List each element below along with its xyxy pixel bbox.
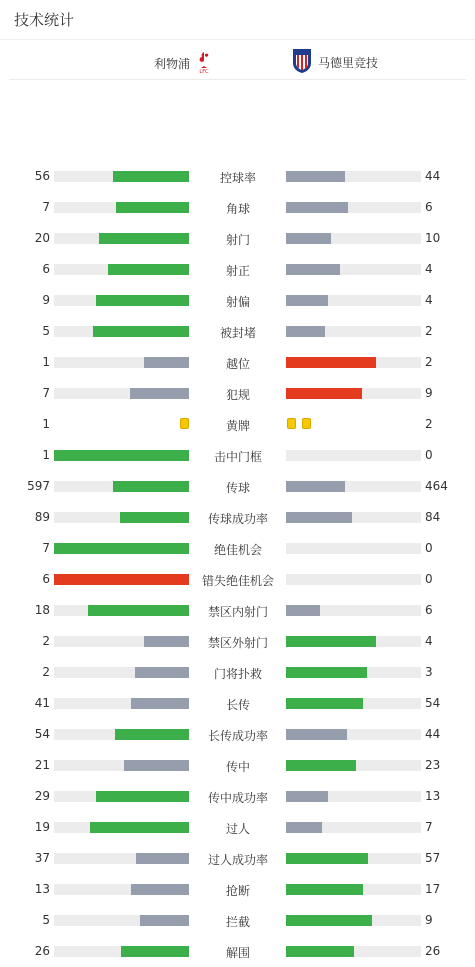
stat-label: 传球: [225, 481, 250, 495]
away-stat-value: 44: [425, 727, 441, 741]
home-stat-bar-fill: [131, 884, 189, 895]
stat-label: 禁区内射门: [207, 605, 268, 619]
home-stat-value: 6: [42, 262, 50, 276]
home-stat-bar: [54, 543, 189, 554]
home-stat-bar: [54, 450, 189, 461]
stat-label: 越位: [225, 357, 250, 371]
away-stat-bar: [286, 698, 421, 709]
home-stat-value: 2: [42, 634, 50, 648]
away-stat-value: 4: [425, 293, 433, 307]
away-stat-bar: [286, 326, 421, 337]
away-stat-bar: [286, 233, 421, 244]
away-stat-value: 3: [425, 665, 433, 679]
home-stat-value: 37: [34, 851, 50, 865]
home-stat-value: 2: [42, 665, 50, 679]
stat-row: [0, 409, 475, 440]
away-stat-bar: [286, 791, 421, 802]
away-stat-bar-fill: [286, 512, 352, 523]
home-stat-value: 54: [34, 727, 50, 741]
away-stat-value: 0: [425, 572, 433, 586]
stat-row: [0, 223, 475, 254]
away-stat-bar-fill: [286, 667, 367, 678]
away-stat-bar-fill: [286, 481, 345, 492]
stat-row: [0, 626, 475, 657]
home-stat-bar: [54, 667, 189, 678]
away-stat-value: 54: [425, 696, 441, 710]
stat-row: [0, 533, 475, 564]
away-stat-bar-fill: [286, 295, 328, 306]
away-stat-bar: [286, 171, 421, 182]
home-team[interactable]: [154, 50, 212, 77]
home-stat-value: 29: [34, 789, 50, 803]
away-stat-value: 26: [425, 944, 441, 958]
away-stat-bar-fill: [286, 853, 368, 864]
home-stat-bar: [54, 915, 189, 926]
away-stat-bar-fill: [286, 264, 340, 275]
home-stat-bar: [54, 605, 189, 616]
stat-label: 禁区外射门: [207, 636, 268, 650]
away-stat-bar-fill: [286, 791, 328, 802]
home-stat-value: 56: [34, 169, 50, 183]
home-stat-bar-fill: [140, 915, 189, 926]
home-stat-bar-fill: [144, 636, 189, 647]
home-stat-bar: [54, 171, 189, 182]
stat-label: 射正: [225, 264, 250, 278]
atletico-madrid-crest-icon: [292, 48, 312, 77]
stat-label: 犯规: [225, 388, 250, 402]
stat-label: 传球成功率: [207, 512, 268, 526]
away-stat-value: 57: [425, 851, 441, 865]
away-stat-value: 17: [425, 882, 441, 896]
home-stat-bar-fill: [120, 512, 189, 523]
away-stat-bar-fill: [286, 171, 345, 182]
page-title: 技术统计: [14, 11, 75, 29]
away-stat-bar: [286, 946, 421, 957]
stat-label: 黄牌: [225, 419, 250, 433]
stat-row: [0, 874, 475, 905]
home-stat-bar-fill: [113, 171, 189, 182]
stat-label: 解围: [225, 946, 250, 960]
away-stat-value: 2: [425, 324, 433, 338]
home-stat-bar-fill: [108, 264, 189, 275]
away-stat-bar-fill: [286, 822, 322, 833]
stat-row: [0, 440, 475, 471]
stat-label: 击中门框: [213, 450, 262, 464]
away-stat-bar: [286, 605, 421, 616]
stat-row: [0, 936, 475, 967]
stat-row: [0, 688, 475, 719]
away-stat-bar-fill: [286, 636, 376, 647]
home-stat-value: 9: [42, 293, 50, 307]
home-stat-bar: [54, 233, 189, 244]
home-stat-value: 5: [42, 913, 50, 927]
away-stat-value: 84: [425, 510, 441, 524]
stat-row: [0, 471, 475, 502]
stat-row: [0, 595, 475, 626]
home-stat-bar: [54, 946, 189, 957]
home-stat-bar-fill: [96, 295, 189, 306]
away-stat-bar: [286, 388, 421, 399]
away-stat-bar-fill: [286, 884, 363, 895]
stat-label: 长传成功率: [207, 729, 268, 743]
stat-label: 被封堵: [219, 326, 256, 340]
away-stat-value: 6: [425, 200, 433, 214]
away-stat-bar-fill: [286, 946, 354, 957]
stat-label: 射门: [225, 233, 250, 247]
home-stat-value: 1: [42, 355, 50, 369]
stat-label: 绝佳机会: [213, 543, 262, 557]
home-stat-bar: [54, 636, 189, 647]
stat-row: [0, 161, 475, 192]
home-stat-bar-fill: [116, 202, 189, 213]
away-stat-value: 13: [425, 789, 441, 803]
stat-label: 过人成功率: [207, 853, 268, 867]
home-stat-bar: [54, 822, 189, 833]
home-stat-bar: [54, 202, 189, 213]
away-stat-bar: [286, 636, 421, 647]
away-stat-bar: [286, 667, 421, 678]
away-stat-bar: [286, 822, 421, 833]
stat-row: [0, 254, 475, 285]
stat-row: [0, 719, 475, 750]
away-stat-bar-fill: [286, 729, 347, 740]
home-stat-bar: [54, 357, 189, 368]
home-stat-value: 7: [42, 200, 50, 214]
home-stat-value: 6: [42, 572, 50, 586]
home-stat-bar: [54, 574, 189, 585]
away-stat-bar-fill: [286, 326, 325, 337]
home-stat-value: 5: [42, 324, 50, 338]
home-stat-bar-fill: [130, 388, 189, 399]
away-stat-value: 4: [425, 262, 433, 276]
svg-text:LFC: LFC: [199, 69, 209, 74]
home-stat-value: 26: [34, 944, 50, 958]
away-team-name: 马德里竞技: [318, 56, 379, 70]
home-stat-value: 18: [34, 603, 50, 617]
home-stat-bar-fill: [54, 450, 189, 461]
stat-label: 控球率: [219, 171, 256, 185]
away-stat-value: 2: [425, 355, 433, 369]
away-stat-bar: [286, 915, 421, 926]
stat-row: [0, 812, 475, 843]
away-stat-bar: [286, 264, 421, 275]
away-stat-bar-fill: [286, 202, 348, 213]
stat-label: 传中: [225, 760, 250, 774]
home-stat-bar-fill: [144, 357, 189, 368]
stat-row: [0, 316, 475, 347]
yellow-card-icon: [180, 418, 189, 429]
home-stat-value: 41: [34, 696, 50, 710]
home-stat-value: 13: [34, 882, 50, 896]
away-stat-value: 2: [425, 417, 433, 431]
stat-label: 射偏: [225, 295, 250, 309]
away-stat-value: 44: [425, 169, 441, 183]
away-stat-bar: [286, 760, 421, 771]
stat-row: [0, 564, 475, 595]
home-stat-bar: [54, 853, 189, 864]
home-stat-bar-fill: [99, 233, 189, 244]
home-stat-value: 89: [34, 510, 50, 524]
home-stat-bar: [54, 698, 189, 709]
home-stat-bar: [54, 264, 189, 275]
away-stat-bar: [286, 202, 421, 213]
away-stat-value: 4: [425, 634, 433, 648]
away-stat-bar: [286, 884, 421, 895]
stat-row: [0, 781, 475, 812]
home-stat-bar-fill: [96, 791, 189, 802]
away-stat-value: 9: [425, 913, 433, 927]
home-stat-bar-fill: [88, 605, 189, 616]
stat-label: 抢断: [225, 884, 250, 898]
stat-label: 长传: [225, 698, 250, 712]
stat-label: 门将扑救: [213, 667, 262, 681]
liverpool-crest-icon: [196, 50, 212, 77]
home-stat-bar: [54, 791, 189, 802]
home-stat-bar-fill: [136, 853, 189, 864]
home-stat-bar: [54, 326, 189, 337]
away-stat-bar: [286, 357, 421, 368]
away-stat-bar: [286, 729, 421, 740]
home-stat-bar-fill: [93, 326, 189, 337]
away-stat-bar-fill: [286, 605, 320, 616]
home-stat-bar: [54, 295, 189, 306]
stat-row: [0, 347, 475, 378]
away-stat-bar: [286, 450, 421, 461]
stat-row: [0, 750, 475, 781]
home-stat-bar-fill: [113, 481, 189, 492]
home-stat-bar: [54, 481, 189, 492]
away-stat-bar: [286, 853, 421, 864]
stat-row: [0, 378, 475, 409]
home-stat-bar: [54, 729, 189, 740]
home-stat-bar-fill: [131, 698, 189, 709]
home-stat-value: 7: [42, 541, 50, 555]
stat-row: [0, 502, 475, 533]
stat-label: 拦截: [225, 915, 250, 929]
away-stat-bar-fill: [286, 698, 363, 709]
home-stat-value: 1: [42, 417, 50, 431]
home-stat-value: 21: [34, 758, 50, 772]
home-stat-bar-fill: [90, 822, 189, 833]
away-stat-bar-fill: [286, 915, 372, 926]
home-stat-value: 597: [27, 479, 50, 493]
home-stat-value: 20: [34, 231, 50, 245]
away-stat-bar-fill: [286, 760, 356, 771]
home-team-name: 利物浦: [153, 57, 190, 71]
away-stat-value: 9: [425, 386, 433, 400]
away-stat-value: 7: [425, 820, 433, 834]
home-stat-bar-fill: [121, 946, 189, 957]
stat-label: 错失绝佳机会: [201, 574, 274, 588]
stat-row: [0, 192, 475, 223]
teams-header: [9, 40, 466, 80]
stat-row: [0, 285, 475, 316]
stat-row: [0, 657, 475, 688]
home-stat-bar-fill: [115, 729, 189, 740]
away-stat-bar-fill: [286, 388, 362, 399]
away-stat-value: 6: [425, 603, 433, 617]
away-stat-bar: [286, 481, 421, 492]
away-stat-bar-fill: [286, 233, 331, 244]
home-stat-bar: [54, 512, 189, 523]
away-stat-value: 10: [425, 231, 441, 245]
yellow-card-icon: [287, 418, 296, 429]
home-stat-bar-fill: [135, 667, 189, 678]
away-stat-bar: [286, 512, 421, 523]
away-stat-value: 23: [425, 758, 441, 772]
away-stat-value: 464: [425, 479, 448, 493]
home-stat-bar-fill: [54, 574, 189, 585]
stat-label: 角球: [225, 202, 250, 216]
away-team[interactable]: [292, 48, 378, 77]
home-stat-value: 19: [34, 820, 50, 834]
home-stat-bar-fill: [54, 543, 189, 554]
away-stat-bar: [286, 543, 421, 554]
header: [0, 0, 475, 40]
away-stat-bar: [286, 295, 421, 306]
away-stat-value: 0: [425, 541, 433, 555]
away-stat-bar-fill: [286, 357, 376, 368]
stat-row: [0, 843, 475, 874]
home-stat-bar-fill: [124, 760, 189, 771]
stat-label: 传中成功率: [207, 791, 268, 805]
home-stat-bar: [54, 388, 189, 399]
away-stat-bar: [286, 574, 421, 585]
home-stat-value: 1: [42, 448, 50, 462]
home-stat-bar: [54, 760, 189, 771]
home-stat-value: 7: [42, 386, 50, 400]
home-stat-bar: [54, 884, 189, 895]
away-stat-value: 0: [425, 448, 433, 462]
yellow-card-icon: [302, 418, 311, 429]
stat-row: [0, 905, 475, 936]
stat-label: 过人: [225, 822, 250, 836]
